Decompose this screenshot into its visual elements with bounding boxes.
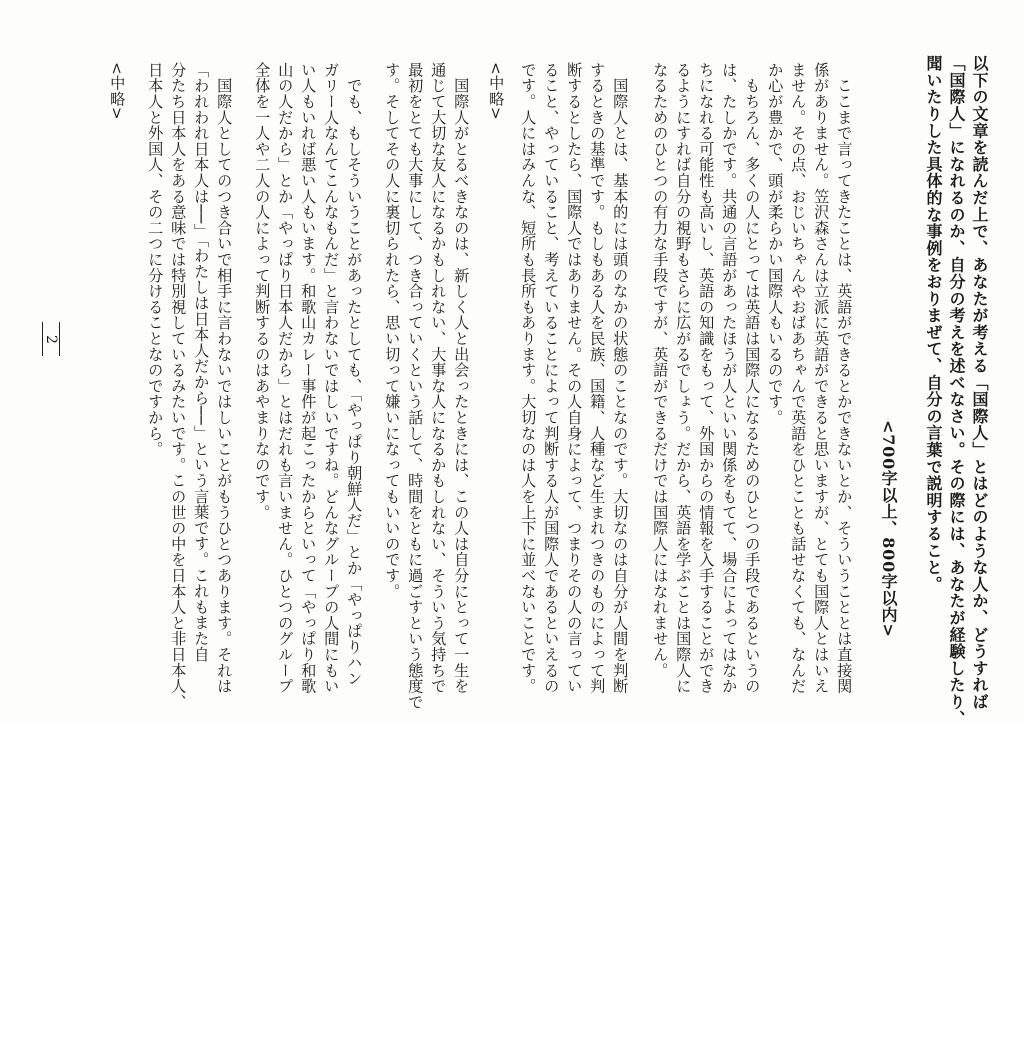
passage-line: 日本人と外国人、その二つに分けることなのですから。 xyxy=(146,62,165,457)
passage-line: 最初をとても大事にして、つき合っていくという話して、時間をともに過ごすという態度で xyxy=(406,62,425,710)
passage-line: か心が豊かで、頭が柔らかい国際人もいるのです。 xyxy=(766,62,785,426)
passage-line: す。そしてその人に裏切られたら、思い切って嫌いになってもいいのです。 xyxy=(383,62,402,600)
passage-line: 分たち日本人をある意味では特別視しているみたいです。この世の中を日本人と非日本人、 xyxy=(169,62,188,710)
page-number xyxy=(36,316,60,362)
passage-line: 山の人だから」とか「やっぱり日本人だから」とはだれも言いません。ひとつのグループ xyxy=(276,62,295,694)
passage-line: です。人にはみんな、短所も長所もあります。大切なのは人を上下に並べないことです。 xyxy=(519,62,538,694)
passage-line: 係がありません。笠沢森さんは立派に英語ができると思いますが、とても国際人とはいえ xyxy=(812,62,831,694)
passage-line: ること、やっていること、考えていることによって判断する人が国際人であるといえるの xyxy=(542,62,561,694)
passage-line: ガリー人なんてこんなもんだ」と言わないではしいですね。どんなグループの人間にもい xyxy=(322,62,341,694)
word-limit: <700字以上、800字以内> xyxy=(879,420,898,638)
dash-divider xyxy=(59,322,60,356)
question-line: 以下の文章を読んだ上で、あなたが考える「国際人」とはどのような人か、どうすれば xyxy=(970,55,989,711)
ellipsis-marker: <中略> xyxy=(487,62,506,121)
passage-line: ません。その点、おじいちゃんやおばあちゃんで英語をひとことも話せなくても、なんだ xyxy=(789,62,808,694)
passage-line: もちろん、多くの人にとっては英語は国際人になるためのひとつの手段であるというの xyxy=(743,62,762,694)
passage-line: するときの基準です。もしもある人を民族、国籍、人種など生まれつきのものによって判 xyxy=(588,62,607,694)
passage-line: なるためのひとつの有力な手段ですが、英語ができるだけでは国際人にはなれません。 xyxy=(651,62,670,679)
passage-line: は、たしかです。共通の言語があったほうが人といい関係をもてて、場合によってはなか xyxy=(720,62,739,694)
passage-line: 国際人がとるべきなのは、新しく人と出会ったときには、この人は自分にとって一生を xyxy=(452,62,471,694)
passage-line: 断するとしたら、国際人ではありません。その人自身によって、つまりその人の言ってい xyxy=(565,62,584,694)
passage-line: 国際人とは、基本的には頭のなかの状態のことなのです。大切なのは自分が人間を判断 xyxy=(611,62,630,694)
page-number-text: 2 xyxy=(43,334,59,344)
passage-line: 「われわれ日本人は──」「わたしは日本人だから──」という言葉です。これもまた自 xyxy=(192,62,211,663)
passage-line: ちになれる可能性も高いし、英語の知識をもって、外国からの情報を入手することができ xyxy=(697,62,716,694)
passage-line: ここまで言ってきたことは、英語ができるとかできないとか、そういうこととは直接関 xyxy=(835,62,854,694)
passage-line: でも、もしそういうことがあったとしても、「やっぱり朝鮮人だ」とか「やっぱりハン xyxy=(345,62,364,687)
question-line: 聞いたりした具体的な事例をおりまぜて、自分の言葉で説明すること。 xyxy=(924,55,943,593)
question-line: 「国際人」になれるのか、自分の考えを述べなさい。その際には、あなたが経験したり、 xyxy=(947,55,966,727)
passage-line: 全体を一人や二人の人によって判断するのはあやまりなのです。 xyxy=(253,62,272,521)
ellipsis-marker: <中略> xyxy=(108,62,127,121)
passage-line: 国際人としてのつき合いで相手に言わないではしいことがもうひとつあります。それは xyxy=(215,62,234,694)
passage-line: るようにすれば自分の視野もさらに広がるでしょう。だから、英語を学ぶことは国際人に xyxy=(674,62,693,694)
passage-line: い人もいれば悪い人もいます。和歌山カレー事件が起こったからといって「やっぱり和歌 xyxy=(299,62,318,694)
passage-line: 通じて大切な友人になるかもしれない、大事な人になるかもしれない、そういう気持ちで xyxy=(429,62,448,694)
